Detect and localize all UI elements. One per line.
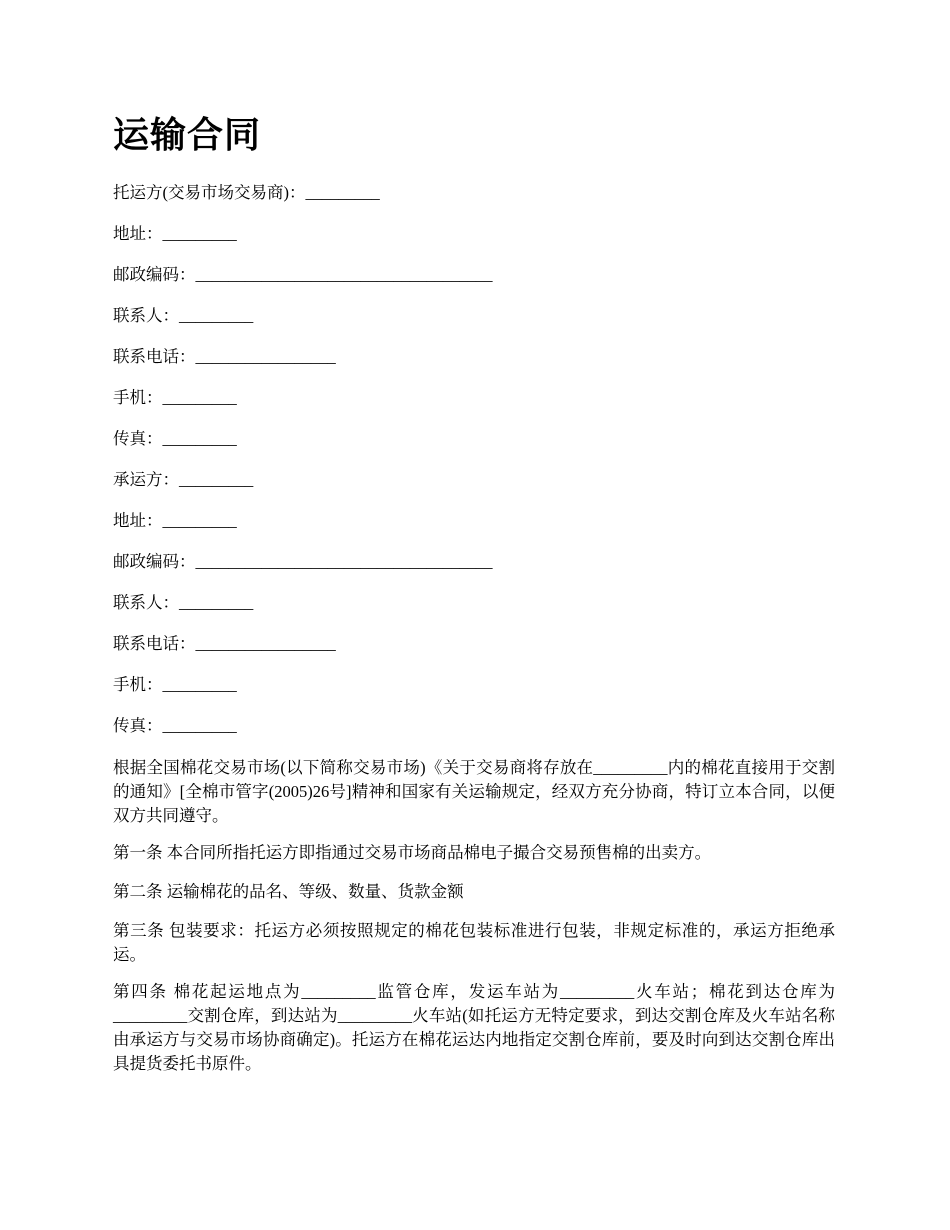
carrier-name-field: 承运方：_________ [113,470,254,489]
article-3: 第三条 包装要求：托运方必须按照规定的棉花包装标准进行包装，非规定标准的，承运方拒绝承运。 [113,921,835,964]
carrier-address-field: 地址：_________ [113,511,237,530]
shipper-name-field: 托运方(交易市场交易商)：_________ [113,183,380,202]
shipper-phone-field: 联系电话：_________________ [113,347,336,366]
shipper-postcode-field: 邮政编码：____________________________________ [113,265,493,284]
article-1: 第一条 本合同所指托运方即指通过交易市场商品棉电子撮合交易预售棉的出卖方。 [113,843,712,862]
preamble-paragraph: 根据全国棉花交易市场(以下简称交易市场)《关于交易商将存放在_________内的棉花直接用于交割的通知》[全棉市管字(2005)26号]精神和国家有关运输规定，经双方充分协商，特订立本合同，以便双方共同遵守。 [113,758,835,825]
carrier-postcode-field: 邮政编码：____________________________________ [113,552,493,571]
carrier-phone-field: 联系电话：_________________ [113,634,336,653]
contract-body [113,756,835,1076]
shipper-contact-field: 联系人：_________ [113,306,254,325]
shipper-mobile-field: 手机：_________ [113,388,237,407]
shipper-fax-field: 传真：_________ [113,429,237,448]
shipper-address-field: 地址：_________ [113,224,237,243]
document-title: 运输合同 [113,115,262,155]
carrier-fax-field: 传真：_________ [113,716,237,735]
carrier-section [113,469,835,737]
shipper-section [113,182,835,450]
contract-page [113,110,835,1089]
article-2: 第二条 运输棉花的品名、等级、数量、货款金额 [113,882,464,901]
article-4: 第四条 棉花起运地点为_________监管仓库，发运车站为_________火车站；棉花到达仓库为_________交割仓库，到达站为_________火车站(如托运方无特定要求，到达交割仓库及火车站名称由承运方与交易市场协商确定)。托运方在棉花运达内地指定交割仓库前，要及时向到达交割仓库出具提货委托书原件。 [113,982,835,1073]
carrier-contact-field: 联系人：_________ [113,593,254,612]
carrier-mobile-field: 手机：_________ [113,675,237,694]
